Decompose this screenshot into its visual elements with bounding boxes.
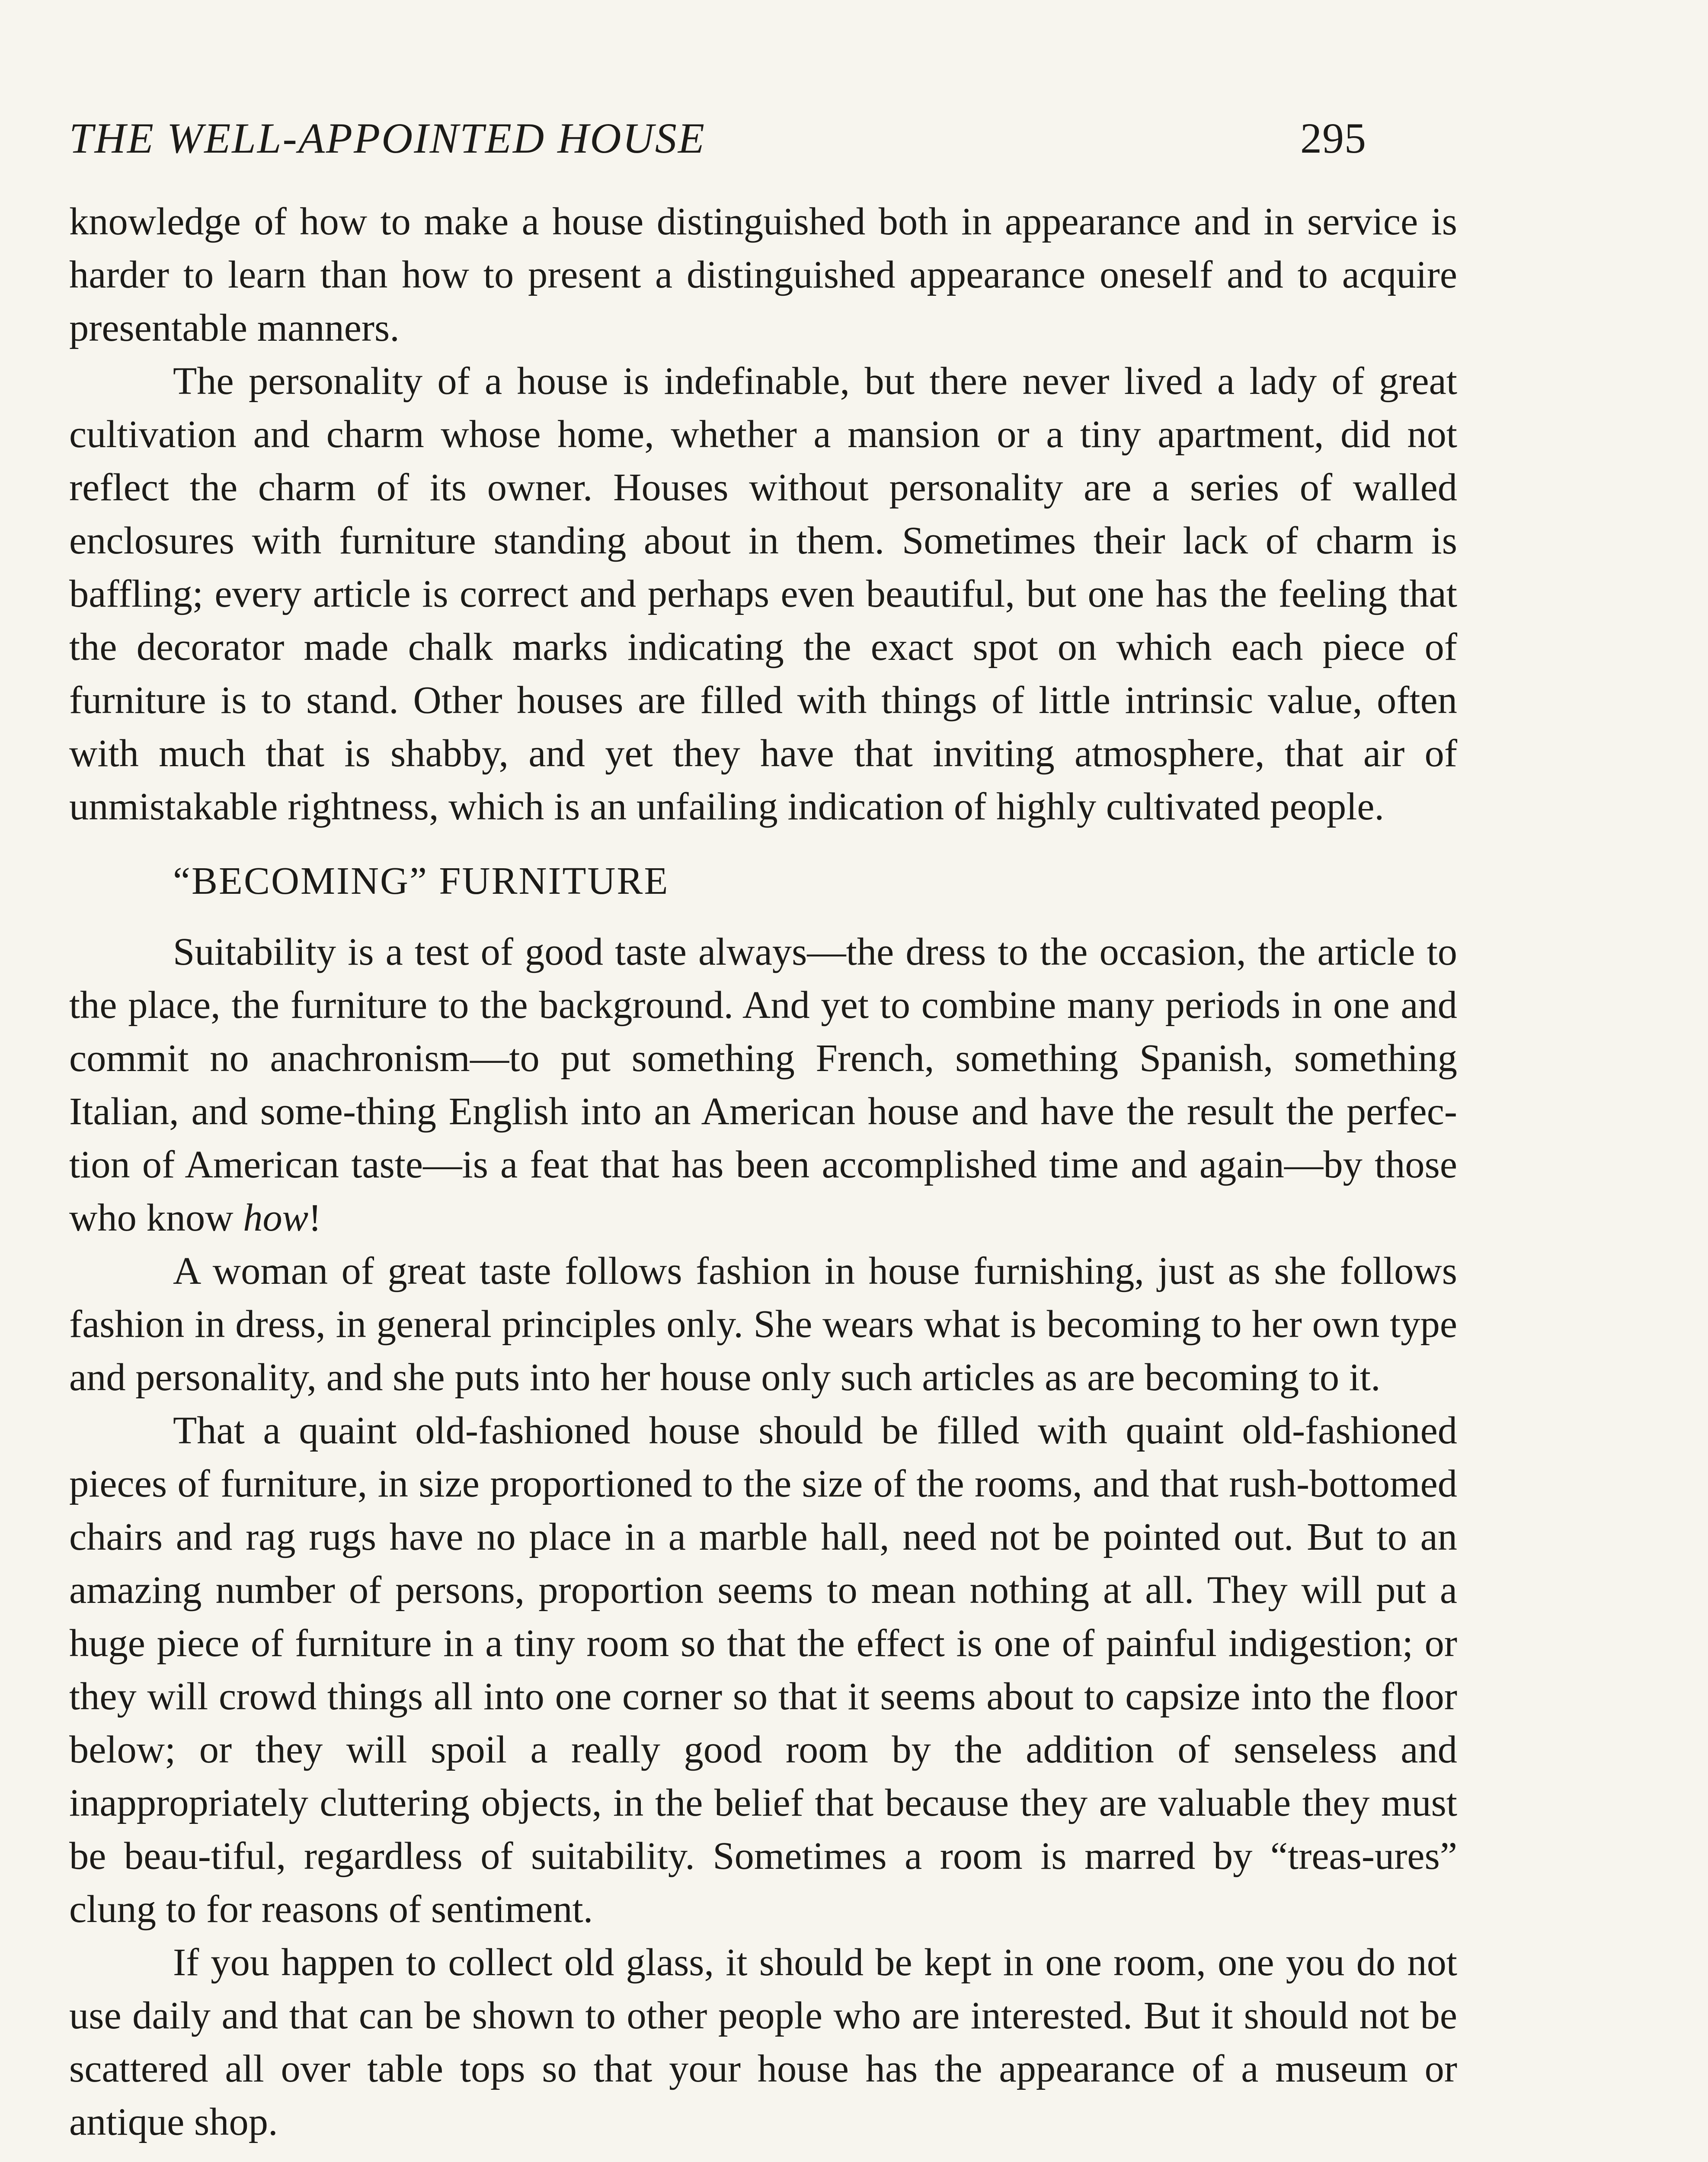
paragraph-proportion: That a quaint old-fashioned house should be filled with quaint old-fashioned pieces of furniture, in size proportioned to the size of the rooms, and that rush-bottomed chairs and rag rugs have no place in a marble hall, need not be pointed out. But to an amazing number of persons, proportion seems to mean nothing at all. They will put a huge piece of furniture in a tiny room so that the effect is one of painful indigestion; or they will crowd things all into one corner so that it seems about to capsize into the floor below; or they will spoil a really good room by the addition of senseless and inappropriately cluttering objects, in the belief that because they are valuable they must be beau-tiful, regardless of suitability. Sometimes a room is marred by “treas-ures” clung to for reasons of sentiment. [69,1408,1457,1931]
italic-how: how [243,1196,309,1239]
paragraph-personality: The personality of a house is indefinable, but there never lived a lady of great cultivation and charm whose home, whether a mansion or a tiny apartment, did not reflect the charm of its owner. Houses without personality are a series of walled enclosures with furniture standing about in them. Sometimes their lack of charm is baffling; every article is correct and perhaps even beautiful, but one has the feeling that the decorator made chalk marks indicating the exact spot on which each piece of furniture is to stand. Other houses are filled with things of little intrinsic value, often with much that is shabby, and yet they have that inviting atmosphere, that air of unmistakable rightness, which is an unfailing indication of highly cultivated people. [69,359,1457,828]
running-head [69,108,1366,169]
paragraph-suitability [69,925,1457,1244]
paragraph-fashion: A woman of great taste follows fashion in house furnishing, just as she follows fashion in dress, in general principles only. She wears what is becoming to her own type and personality, and she puts into her house only such articles as are becoming to it. [69,1249,1457,1399]
page-number: 295 [1300,114,1366,162]
paragraph-old-glass: If you happen to collect old glass, it should be kept in one room, one you do not use daily and that can be shown to other people who are interested. But it should not be scattered all over table tops so that your house has the appearance of a museum or antique shop. [69,1940,1457,2143]
paragraph-suitability-end: ! [308,1196,322,1239]
section-heading: “BECOMING” FURNITURE [173,860,669,902]
paragraph-continued: knowledge of how to make a house distinguished both in appearance and in service is harder to learn than how to present a distinguished appearance oneself and to acquire presentable manners. [69,199,1457,349]
body-text [69,195,1457,2148]
running-title: THE WELL-APPOINTED HOUSE [69,114,706,162]
paragraph-suitability-text: Suitability is a test of good taste always—the dress to the occasion, the article to the place, the furniture to the background. And yet to combine many periods in one and commit no anachronism—to put something French, something Spanish, something Italian, and some-thing English into an American house and have the result the perfec-tion of American taste—is a feat that has been accomplished time and again—by those who know [69,930,1457,1239]
